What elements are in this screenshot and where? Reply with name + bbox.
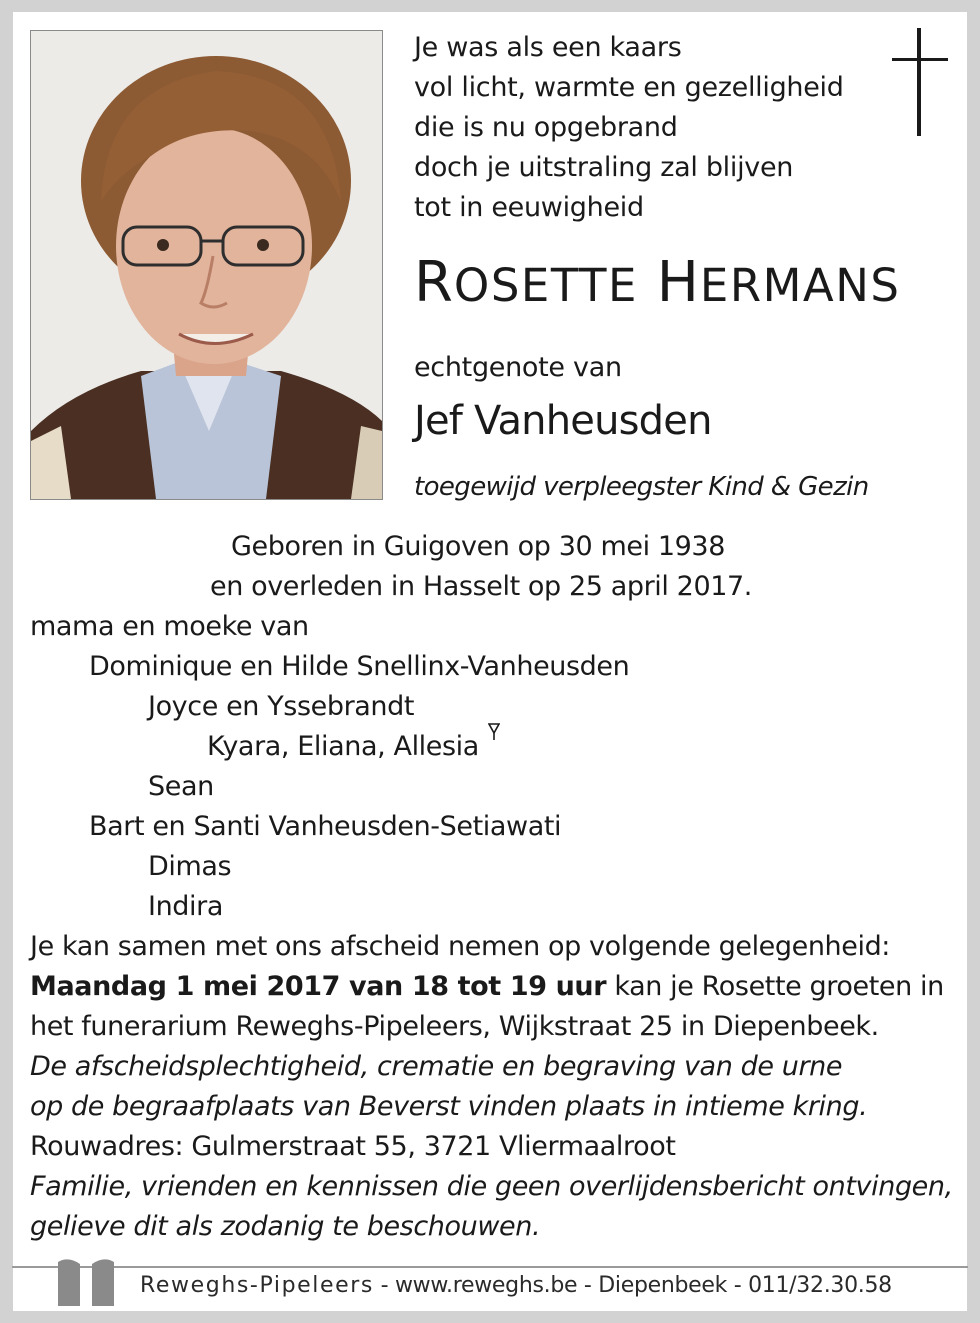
name-rest: OSETTE: [453, 259, 638, 312]
poem-line: vol licht, warmte en gezelligheid: [414, 72, 844, 103]
family-member: Indira: [148, 891, 223, 922]
spouse-name: Jef Vanheusden: [414, 398, 712, 444]
family-member-row: [207, 727, 499, 767]
footer-business: Reweghs-Pipeleers: [140, 1273, 374, 1298]
spouse-label: echtgenote van: [414, 352, 622, 383]
portrait-photo: [30, 30, 383, 500]
family-intro: mama en moeke van: [30, 611, 309, 642]
deceased-name: [414, 248, 900, 321]
poem-line: tot in eeuwigheid: [414, 192, 644, 223]
occupation: toegewijd verpleegster Kind & Gezin: [414, 472, 869, 502]
death-line: en overleden in Hasselt op 25 april 2017.: [210, 571, 752, 602]
cross-icon: [890, 28, 952, 138]
name-initial: H: [656, 250, 700, 315]
name-rest: ERMANS: [699, 259, 901, 312]
family-member: Sean: [148, 771, 214, 802]
visitation-when-row: [30, 967, 944, 1007]
family-member: Dimas: [148, 851, 232, 882]
portrait-illustration: [31, 31, 382, 499]
footer-divider: [12, 1266, 968, 1268]
mourning-address: Rouwadres: Gulmerstraat 55, 3721 Vliermaalroot: [30, 1131, 676, 1162]
poem-line: die is nu opgebrand: [414, 112, 678, 143]
visitation-after: kan je Rosette groeten in: [614, 971, 944, 1002]
poem-line: Je was als een kaars: [414, 32, 682, 63]
notice-line: Familie, vrienden en kennissen die geen overlijdensbericht ontvingen,: [30, 1171, 953, 1202]
family-member: Kyara, Eliana, Allesia: [207, 731, 479, 762]
notice-line: gelieve dit als zodanig te beschouwen.: [30, 1211, 541, 1242]
ceremony-line: op de begraafplaats van Beverst vinden plaats in intieme kring.: [30, 1091, 868, 1122]
name-initial: R: [414, 250, 454, 315]
family-member: Dominique en Hilde Snellinx-Vanheusden: [89, 651, 630, 682]
birth-line: Geboren in Guigoven op 30 mei 1938: [231, 531, 725, 562]
family-member: Bart en Santi Vanheusden-Setiawati: [89, 811, 562, 842]
visitation-where: het funerarium Reweghs-Pipeleers, Wijkstraat 25 in Diepenbeek.: [30, 1011, 879, 1042]
visitation-intro: Je kan samen met ons afscheid nemen op volgende gelegenheid:: [30, 931, 890, 962]
visitation-when: Maandag 1 mei 2017 van 18 tot 19 uur: [30, 971, 607, 1002]
poem-line: doch je uitstraling zal blijven: [414, 152, 794, 183]
ceremony-line: De afscheidsplechtigheid, crematie en begraving van de urne: [30, 1051, 843, 1082]
poem: [414, 28, 844, 228]
funeral-home-logo-icon: [58, 1258, 114, 1308]
footer-details: - www.reweghs.be - Diepenbeek - 011/32.30.58: [373, 1273, 892, 1298]
deceased-symbol-icon: [488, 723, 500, 741]
family-member: Joyce en Yssebrandt: [148, 691, 415, 722]
footer-contact: [140, 1273, 892, 1298]
